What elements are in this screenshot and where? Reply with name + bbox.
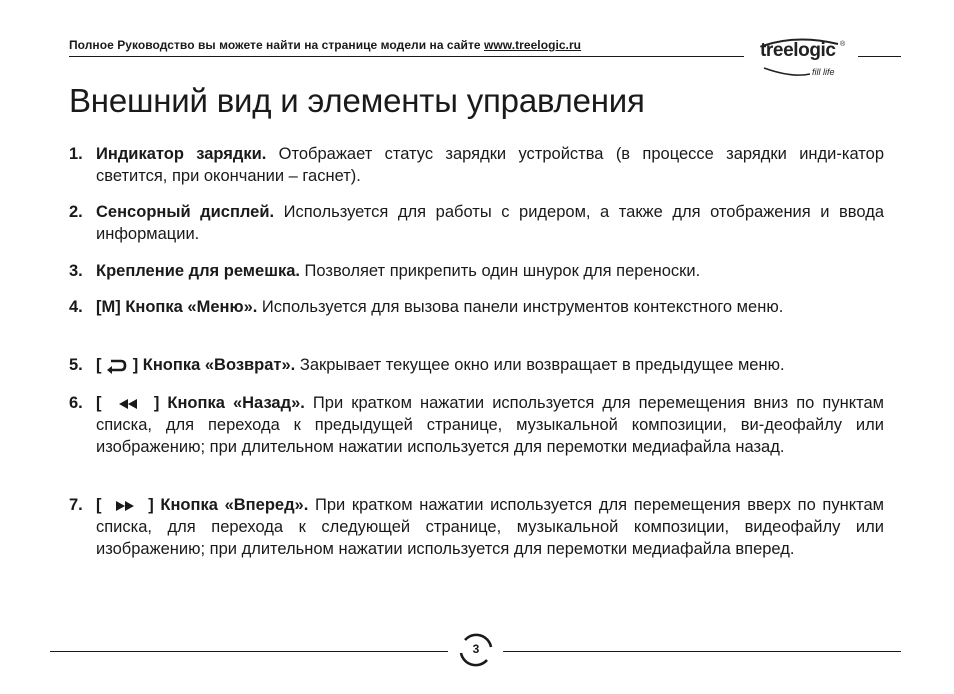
site-link[interactable]: www.treelogic.ru xyxy=(484,38,582,52)
list-item-1 xyxy=(69,143,884,187)
item-description: Отображает статус зарядки устройства (в процессе зарядки инди-катор светится, при окончании – гаснет). xyxy=(96,145,884,185)
item-bracket: [ xyxy=(96,496,102,514)
logo-tagline: fill life xyxy=(812,67,835,77)
rewind-icon xyxy=(118,399,138,409)
item-term: Индикатор зарядки. xyxy=(96,145,267,163)
item-description: Используется для работы с ридером, а также для отображения и ввода информации. xyxy=(96,203,884,243)
item-number: 7. xyxy=(69,496,83,514)
item-bracket: [ xyxy=(96,394,102,412)
treelogic-logo xyxy=(752,38,852,86)
item-description: При кратком нажатии используется для перемещения вверх по пунктам списка, для перехода к следующей странице, музыкальной композиции, видеофайлу или изображению; при длительном нажатии используется для перемотки медиафайла вперед. xyxy=(96,496,885,558)
footer-rule-left xyxy=(50,651,448,652)
page-number: 3 xyxy=(472,642,480,656)
item-term: ] Кнопка «Вперед». xyxy=(148,496,309,514)
fast-forward-icon xyxy=(115,501,135,511)
item-description: Закрывает текущее окно или возвращает в предыдущее меню. xyxy=(295,356,785,374)
item-number: 3. xyxy=(69,262,83,280)
header-note-text: Полное Руководство вы можете найти на странице модели на сайте xyxy=(69,38,484,52)
list-item-2 xyxy=(69,201,884,245)
item-term: ] Кнопка «Назад». xyxy=(153,394,305,412)
item-term: Крепление для ремешка. xyxy=(96,262,300,280)
item-number: 4. xyxy=(69,298,83,316)
item-number: 6. xyxy=(69,394,83,412)
logo-word: treelogic xyxy=(760,40,836,61)
item-description: Используется для вызова панели инструментов контекстного меню. xyxy=(257,298,784,316)
header-rule-left xyxy=(69,56,744,57)
page-title: Внешний вид и элементы управления xyxy=(69,82,645,119)
list-item-4 xyxy=(69,296,884,318)
list-item-3 xyxy=(69,260,884,282)
logo-registered: ® xyxy=(840,41,846,48)
item-number: 1. xyxy=(69,145,83,163)
list-item-7 xyxy=(69,494,884,560)
item-number: 5. xyxy=(69,356,83,374)
item-description: Позволяет прикрепить один шнурок для переноски. xyxy=(299,262,701,280)
list-item-5 xyxy=(69,354,884,376)
list-item-6 xyxy=(69,392,884,458)
item-term: [M] Кнопка «Меню». xyxy=(96,298,258,316)
item-term: ] Кнопка «Возврат». xyxy=(132,356,296,374)
item-number: 2. xyxy=(69,203,83,221)
item-description: При кратком нажатии используется для перемещения вниз по пунктам списка, для перехода к предыдущей странице, музыкальной композиции, ви-деофайлу или изображению; при длительном нажатии используется для перемотки медиафайла назад. xyxy=(96,394,885,456)
footer-rule-right xyxy=(503,651,901,652)
header-rule-right xyxy=(858,56,901,57)
item-bracket: [ xyxy=(96,356,102,374)
item-term: Сенсорный дисплей. xyxy=(96,203,275,221)
return-arrow-icon xyxy=(106,357,128,375)
header-note xyxy=(69,38,581,52)
